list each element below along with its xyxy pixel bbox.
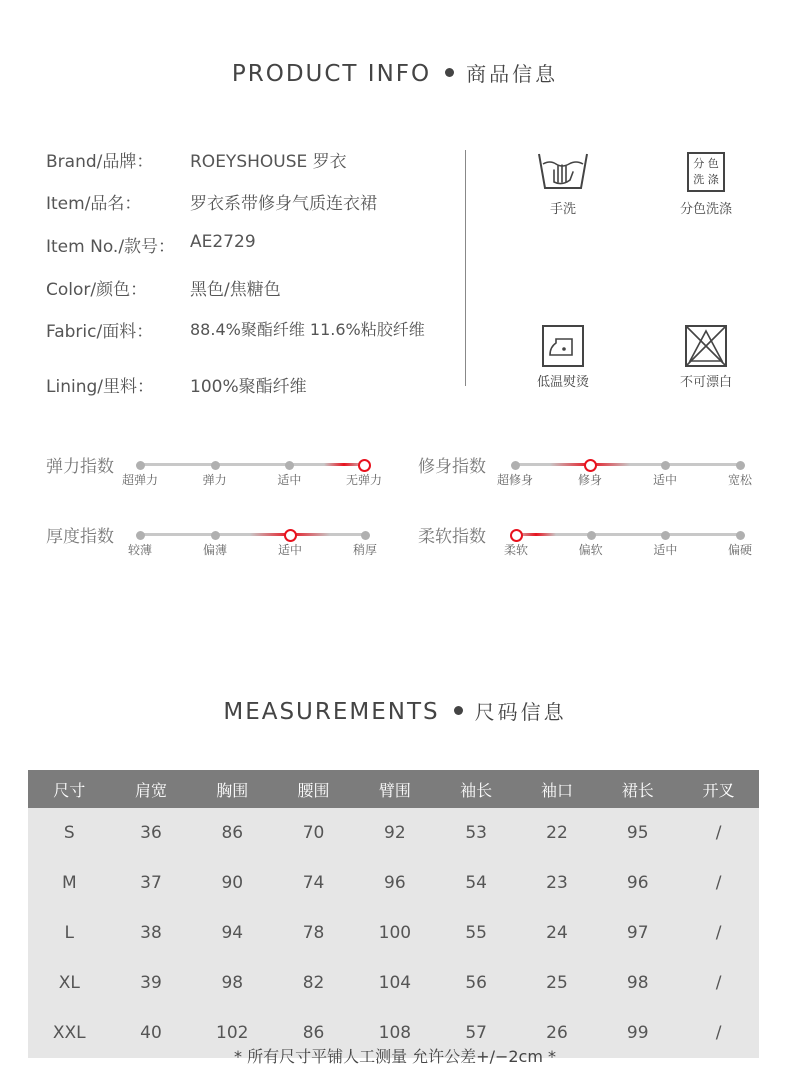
- table-cell: /: [678, 908, 759, 958]
- index-marker: [511, 461, 520, 470]
- table-cell: 92: [354, 808, 436, 858]
- info-row-item-no: [46, 232, 256, 257]
- index-track: [515, 463, 740, 466]
- care-label: 手洗: [549, 202, 576, 217]
- info-label: Item/品名：: [46, 194, 142, 214]
- care-low-iron: [529, 325, 597, 390]
- table-cell: 78: [273, 908, 354, 958]
- table-row: [28, 858, 759, 908]
- size-table-header-cell: 腰围: [273, 770, 354, 808]
- info-value: 88.4%聚酯纤维 11.6%粘胶纤维: [190, 320, 425, 339]
- index-tick-label: 宽松: [727, 473, 753, 487]
- index-tick-label: 柔软: [503, 543, 529, 557]
- product-info-title-en: PRODUCT INFO: [231, 61, 432, 87]
- info-value: 罗衣系带修身气质连衣裙: [190, 194, 377, 214]
- care-label: 低温熨烫: [536, 375, 589, 390]
- table-cell: 104: [354, 958, 436, 1008]
- table-cell: 108: [354, 1008, 436, 1058]
- measurements-title-cn: 尺码信息: [474, 700, 567, 724]
- size-table: [28, 770, 759, 1058]
- measurements-title: [0, 696, 790, 725]
- info-row-item: [46, 189, 377, 214]
- table-cell: /: [678, 858, 759, 908]
- info-label: Fabric/面料：: [46, 322, 154, 342]
- table-cell: 97: [597, 908, 678, 958]
- index-marker: [361, 531, 370, 540]
- info-row-brand: [46, 147, 347, 172]
- product-info-title-cn: 商品信息: [466, 62, 559, 86]
- table-cell: 96: [354, 858, 436, 908]
- index-marker: [661, 531, 670, 540]
- table-cell: 40: [111, 1008, 192, 1058]
- table-cell: S: [28, 808, 111, 858]
- table-cell: 57: [436, 1008, 517, 1058]
- index-track: [140, 533, 365, 536]
- info-divider: [465, 150, 466, 386]
- table-cell: 36: [111, 808, 192, 858]
- table-cell: 98: [597, 958, 678, 1008]
- table-cell: 82: [273, 958, 354, 1008]
- table-cell: 37: [111, 858, 192, 908]
- size-table-header-cell: 裙长: [597, 770, 678, 808]
- index-title: 弹力指数: [46, 457, 114, 477]
- table-row: [28, 958, 759, 1008]
- index-marker: [211, 531, 220, 540]
- table-cell: 53: [436, 808, 517, 858]
- size-table-header-cell: 胸围: [191, 770, 273, 808]
- index-tick-label: 较薄: [127, 543, 153, 557]
- no-bleach-icon: [670, 325, 742, 367]
- product-info-title: [0, 58, 790, 87]
- care-hand-wash: [529, 150, 597, 217]
- index-marker: [136, 531, 145, 540]
- index-tick-label: 修身: [577, 473, 603, 487]
- size-table-header-cell: 尺寸: [28, 770, 111, 808]
- info-value: 黑色/焦糖色: [190, 280, 281, 300]
- care-label: 不可漂白: [679, 375, 732, 390]
- table-cell: 23: [517, 858, 598, 908]
- table-cell: 25: [517, 958, 598, 1008]
- table-cell: 94: [191, 908, 273, 958]
- table-cell: 90: [191, 858, 273, 908]
- table-row: [28, 808, 759, 858]
- title-dot: [454, 706, 463, 715]
- size-table-header-cell: 袖长: [436, 770, 517, 808]
- index-tick-label: 适中: [277, 543, 303, 557]
- table-cell: 86: [191, 808, 273, 858]
- index-tick-label: 无弹力: [345, 473, 383, 487]
- hand-wash-icon: [529, 150, 597, 194]
- index-title: 厚度指数: [46, 527, 114, 547]
- index-tick-label: 偏硬: [727, 543, 753, 557]
- care-no-bleach: [670, 325, 742, 390]
- info-row-fabric: [46, 317, 425, 342]
- info-value: AE2729: [190, 232, 256, 252]
- care-separate-wash: [670, 150, 742, 217]
- info-value: 100%聚酯纤维: [190, 377, 307, 397]
- table-cell: 98: [191, 958, 273, 1008]
- index-marker: [736, 461, 745, 470]
- table-cell: 95: [597, 808, 678, 858]
- table-cell: 24: [517, 908, 598, 958]
- index-tick-label: 稍厚: [352, 543, 378, 557]
- table-cell: M: [28, 858, 111, 908]
- index-track: [516, 533, 740, 536]
- index-marker: [285, 461, 294, 470]
- index-marker: [661, 461, 670, 470]
- title-dot: [445, 68, 454, 77]
- measurements-title-en: MEASUREMENTS: [223, 699, 440, 725]
- table-cell: 100: [354, 908, 436, 958]
- info-label: Color/颜色：: [46, 280, 148, 300]
- table-cell: 22: [517, 808, 598, 858]
- care-label: 分色洗涤: [679, 202, 732, 217]
- table-cell: 70: [273, 808, 354, 858]
- index-marker: [736, 531, 745, 540]
- separate-wash-icon: 分 色 洗 涤: [687, 152, 725, 192]
- info-label: Item No./款号：: [46, 237, 176, 257]
- size-table-header-cell: 肩宽: [111, 770, 192, 808]
- table-cell: /: [678, 958, 759, 1008]
- index-marker: [587, 531, 596, 540]
- table-cell: 39: [111, 958, 192, 1008]
- table-cell: 38: [111, 908, 192, 958]
- index-track: [140, 463, 364, 466]
- size-table-header-cell: 臂围: [354, 770, 436, 808]
- table-cell: XL: [28, 958, 111, 1008]
- index-marker: [136, 461, 145, 470]
- info-value: ROEYSHOUSE 罗衣: [190, 152, 347, 172]
- index-tick-label: 适中: [277, 473, 302, 487]
- table-cell: 96: [597, 858, 678, 908]
- index-tick-label: 弹力: [202, 473, 227, 487]
- iron-icon: [529, 325, 597, 367]
- table-cell: /: [678, 808, 759, 858]
- index-tick-label: 偏薄: [202, 543, 228, 557]
- index-marker: [211, 461, 220, 470]
- index-tick-label: 偏软: [578, 543, 603, 557]
- size-table-header-cell: 袖口: [517, 770, 598, 808]
- table-cell: 54: [436, 858, 517, 908]
- table-row: [28, 908, 759, 958]
- table-cell: L: [28, 908, 111, 958]
- index-tick-label: 超弹力: [121, 473, 159, 487]
- size-table-header-cell: 开叉: [678, 770, 759, 808]
- table-cell: 74: [273, 858, 354, 908]
- info-label: Brand/品牌：: [46, 152, 154, 172]
- table-cell: 99: [597, 1008, 678, 1058]
- index-title: 柔软指数: [418, 527, 486, 547]
- table-cell: /: [678, 1008, 759, 1058]
- index-tick-label: 超修身: [496, 473, 534, 487]
- table-cell: 55: [436, 908, 517, 958]
- info-row-lining: [46, 372, 307, 397]
- index-tick-label: 适中: [652, 473, 678, 487]
- table-cell: XXL: [28, 1008, 111, 1058]
- measurement-note: * 所有尺寸平铺人工测量 允许公差+/−2cm *: [233, 1047, 557, 1066]
- info-row-color: [46, 275, 281, 300]
- table-cell: 26: [517, 1008, 598, 1058]
- table-cell: 102: [191, 1008, 273, 1058]
- table-cell: 86: [273, 1008, 354, 1058]
- table-cell: 56: [436, 958, 517, 1008]
- index-tick-label: 适中: [653, 543, 678, 557]
- index-title: 修身指数: [418, 457, 486, 477]
- info-label: Lining/里料：: [46, 377, 154, 397]
- size-table-header: [28, 770, 759, 808]
